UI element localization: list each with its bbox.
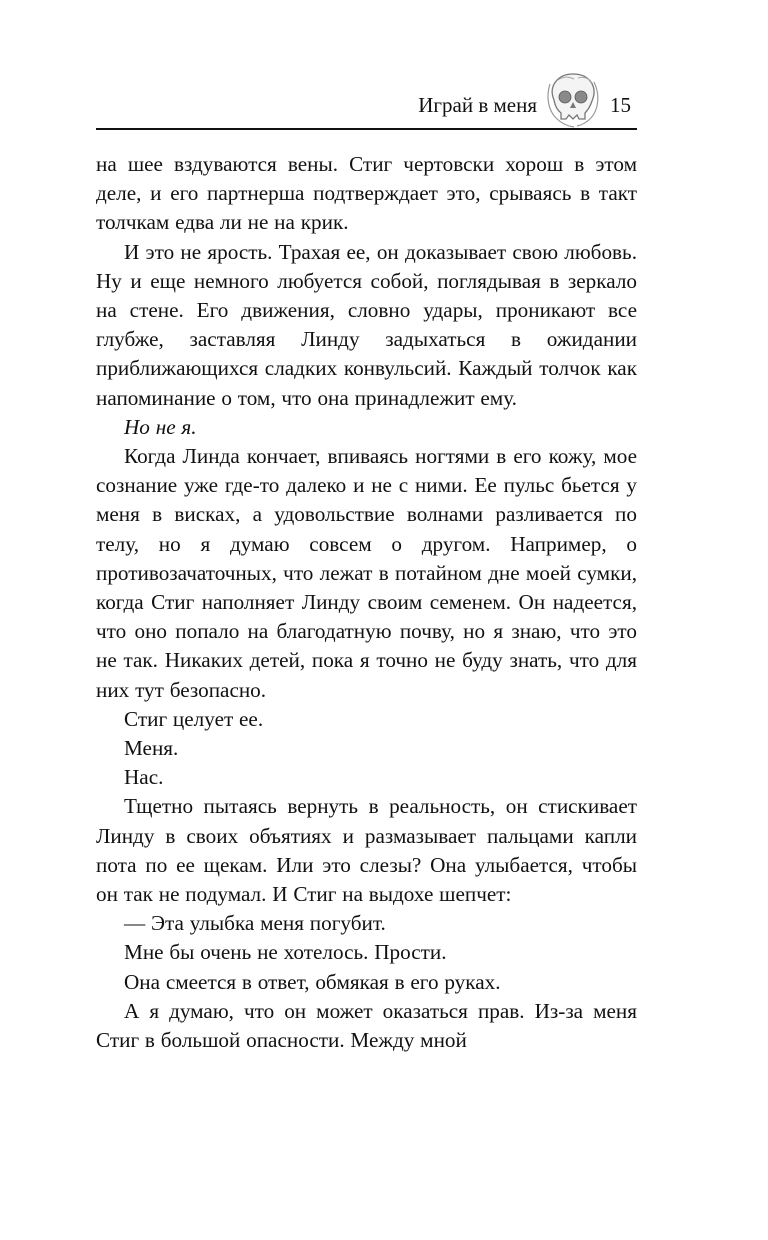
paragraph: И это не ярость. Трахая ее, он доказывает свою любовь. Ну и еще немного любуется собой, поглядывая в зеркало на стене. Его движения, словно удары, проникают все глубже, заставляя Линду задыхаться в ожидании приближающихся сладких конвульсий. Каждый толчок как напоминание о том, что она принадлежит ему. [96,239,637,410]
paragraph: Но не я. [124,414,197,439]
header-rule [96,128,637,130]
running-header [96,68,637,132]
paragraph: Мне бы очень не хотелось. Прости. [124,940,447,965]
skull-icon [544,70,602,130]
paragraph: Стиг целует ее. [124,706,264,731]
running-title: Играй в меня [418,93,537,117]
paragraph: Тщетно пытаясь вернуть в реальность, он стискивает Линду в своих объятиях и размазывает пальцами капли пота по ее щекам. Или это слезы? Она улыбается, чтобы он так не подумал. И Стиг на выдохе шепчет: [96,794,637,907]
paragraph: Нас. [124,765,164,790]
paragraph: А я думаю, что он может оказаться прав. Из-за меня Стиг в большой опасности. Между мной [96,998,637,1053]
paragraph: Она смеется в ответ, обмякая в его руках. [124,969,501,994]
paragraph: Меня. [124,736,179,761]
body-text [96,150,637,1055]
paragraph: — Эта улыбка меня погубит. [124,911,386,936]
page-number: 15 [610,93,631,117]
paragraph: Когда Линда кончает, впиваясь ногтями в его кожу, мое сознание уже где-то далеко и не с ними. Ее пульс бьется у меня в висках, а удовольствие волнами разливается по телу, но я думаю совсем о другом. Например, о противозачаточных, что лежат в потайном дне моей сумки, когда Стиг наполняет Линду своим семенем. Он надеется, что оно попало на благодатную почву, но я знаю, что это не так. Никаких детей, пока я точно не буду знать, что для них тут безопасно. [96,444,637,702]
paragraph: на шее вздуваются вены. Стиг чертовски хорош в этом деле, и его партнерша подтверждает это, срываясь в такт толчкам едва ли не на крик. [96,152,637,235]
